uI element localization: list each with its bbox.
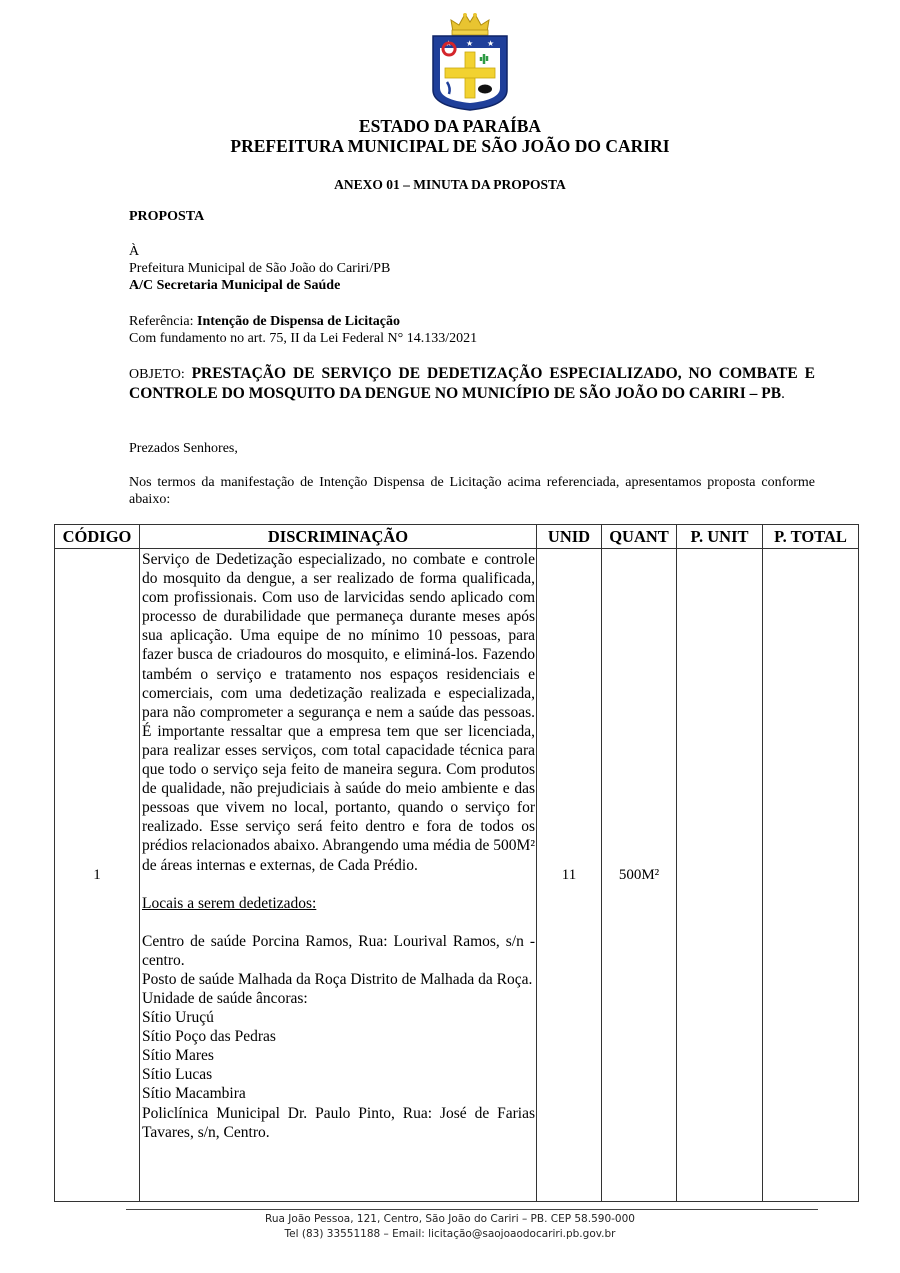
locations-heading: Locais a serem dedetizados:	[142, 894, 317, 912]
location-item: Policlínica Municipal Dr. Paulo Pinto, Rua: José de Farias Tavares, s/n, Centro.	[142, 1104, 535, 1141]
col-header-discriminacao: DISCRIMINAÇÃO	[140, 525, 537, 549]
object-end: .	[781, 386, 785, 402]
recipient-block	[129, 243, 390, 294]
reference-block	[129, 313, 477, 347]
col-header-unid: UNID	[537, 525, 602, 549]
svg-text:★: ★	[466, 39, 474, 48]
object-paragraph	[129, 364, 815, 404]
to-label: À	[129, 244, 140, 259]
col-header-codigo: CÓDIGO	[55, 525, 140, 549]
annex-title: ANEXO 01 – MINUTA DA PROPOSTA	[334, 177, 566, 192]
object-label: OBJETO:	[129, 367, 185, 382]
location-item: Sítio Macambira	[142, 1085, 246, 1103]
col-header-p-total: P. TOTAL	[763, 525, 859, 549]
proposal-table	[54, 524, 859, 1202]
intro-paragraph: Nos termos da manifestação de Intenção Dispensa de Licitação acima referenciada, apresentamos proposta conforme abaixo:	[129, 475, 815, 507]
location-item: Sítio Mares	[142, 1047, 214, 1065]
cell-codigo: 1	[55, 549, 140, 1202]
location-item: Unidade de saúde âncoras:	[142, 989, 308, 1007]
proposta-heading: PROPOSTA	[129, 209, 205, 224]
recipient-name: Prefeitura Municipal de São João do Cariri/PB	[129, 261, 391, 276]
reference-label: Referência:	[129, 314, 194, 329]
legal-basis: Com fundamento no art. 75, II da Lei Federal N° 14.133/2021	[129, 331, 478, 346]
location-item: Sítio Poço das Pedras	[142, 1028, 276, 1046]
location-item: Sítio Uruçú	[142, 1009, 214, 1027]
footer-contact: Tel (83) 33551188 – Email: licitação@saojoaodocariri.pb.gov.br	[284, 1228, 616, 1240]
svg-text:★: ★	[487, 39, 495, 48]
cell-p-unit	[677, 549, 763, 1202]
table-header-row	[55, 525, 859, 549]
object-text: PRESTAÇÃO DE SERVIÇO DE DEDETIZAÇÃO ESPECIALIZADO, NO COMBATE E CONTROLE DO MOSQUITO DA DENGUE NO MUNICÍPIO DE SÃO JOÃO DO CARIRI – PB	[129, 365, 816, 402]
municipal-crest-icon	[425, 10, 515, 112]
service-description: Serviço de Dedetização especializado, no combate e controle do mosquito da dengue, a ser realizado de forma qualificada, com profissionais. Com uso de larvicidas sendo aplicado com processo de durabilidade que permaneça durante meses após sua aplicação. Uma equipe de no mínimo 10 pessoas, para fazer busca de criadouros do mosquito, e eliminá-los. Fazendo também o serviço e tratamento nos espaços residenciais e comerciais, com uma dedetização realizada e especializada, para não comprometer a segurança e nem a saúde das pessoas. É importante ressaltar que a empresa tem que ser licenciada, para realizar esses serviços, com total capacidade técnica para que todo o serviço seja feito de maneira segura. Com produtos de qualidade, não prejudiciais à saúde do meio ambiente e das pessoas que vivem no local, portanto, quando o serviço for realizado. Esse serviço será feito dentro e fora de todos os prédios relacionados abaixo. Abrangendo uma média de 500M² de áreas internas e externas, de Cada Prédio.	[142, 551, 535, 874]
location-item: Sítio Lucas	[142, 1066, 213, 1084]
location-item: Centro de saúde Porcina Ramos, Rua: Lourival Ramos, s/n - centro.	[142, 932, 535, 969]
greeting: Prezados Senhores,	[129, 441, 238, 456]
attention-line: A/C Secretaria Municipal de Saúde	[129, 278, 341, 293]
cell-p-total	[763, 549, 859, 1202]
col-header-quant: QUANT	[602, 525, 677, 549]
cell-discriminacao	[140, 549, 537, 1202]
footer-address: Rua João Pessoa, 121, Centro, São João do Cariri – PB. CEP 58.590-000	[265, 1213, 635, 1225]
footer-divider	[126, 1209, 818, 1210]
location-item: Posto de saúde Malhada da Roça Distrito de Malhada da Roça.	[142, 970, 533, 988]
state-heading: ESTADO DA PARAÍBA	[358, 116, 542, 136]
cell-quant: 500M²	[602, 549, 677, 1202]
prefeitura-heading: PREFEITURA MUNICIPAL DE SÃO JOÃO DO CARIRI	[230, 136, 670, 156]
cell-unid: 11	[537, 549, 602, 1202]
svg-text:★: ★	[445, 39, 453, 48]
reference-value: Intenção de Dispensa de Licitação	[197, 314, 401, 329]
col-header-p-unit: P. UNIT	[677, 525, 763, 549]
table-row	[55, 549, 859, 1202]
